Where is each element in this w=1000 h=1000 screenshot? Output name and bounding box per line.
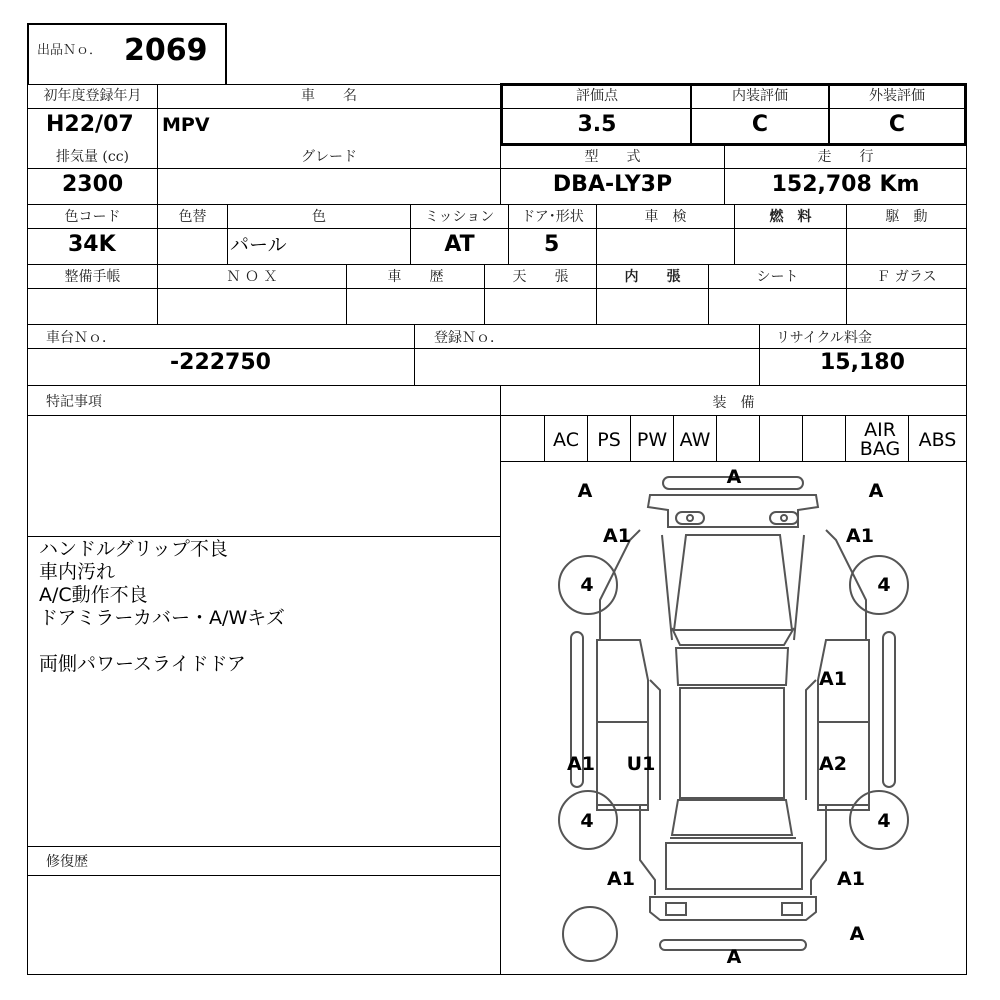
mileage-label: 走 行 <box>817 149 874 165</box>
color-code-value: 34K <box>68 232 116 257</box>
remarks-line: A/C動作不良 <box>39 584 148 606</box>
damage-mark: U1 <box>626 753 656 775</box>
damage-mark: A1 <box>819 668 847 690</box>
recycle-fee-value: 15,180 <box>820 350 905 375</box>
inspection-label: 車 検 <box>644 209 687 225</box>
equipment-ac: AC <box>553 428 579 451</box>
door-shape-label: ドア･形状 <box>521 209 584 225</box>
grade-label: グレード <box>301 149 357 165</box>
roof-lining-label: 天 張 <box>512 269 569 285</box>
fuel-label: 燃 料 <box>769 209 812 225</box>
remarks-label: 特記事項 <box>46 394 102 410</box>
damage-mark: 4 <box>580 574 594 596</box>
repaint-label: 色替 <box>178 209 207 225</box>
remarks-line: 車内汚れ <box>39 561 116 583</box>
damage-mark: A1 <box>846 525 874 547</box>
equipment-ps: PS <box>597 428 621 451</box>
damage-mark: A1 <box>567 753 595 775</box>
damage-mark: A2 <box>819 753 847 775</box>
interior-grade-value: C <box>751 112 769 137</box>
equipment-airbag: AIR BAG <box>859 419 901 460</box>
interior-grade-label: 内装評価 <box>732 88 788 104</box>
color-value: パール <box>230 234 287 256</box>
chassis-number-label: 車台Ｎｏ． <box>46 330 116 346</box>
seat-label: シート <box>756 269 799 285</box>
chassis-number-value: -222750 <box>170 350 271 375</box>
displacement-label: 排気量 (cc) <box>55 149 130 165</box>
remarks-line: ドアミラーカバー・A/Wキズ <box>39 607 285 629</box>
remarks-line: 両側パワースライドドア <box>39 653 246 675</box>
score-label: 評価点 <box>576 88 618 104</box>
damage-mark: A1 <box>837 868 865 890</box>
equipment-aw: AW <box>679 428 711 451</box>
damage-mark: A <box>868 480 884 502</box>
equipment-abs: ABS <box>918 428 957 451</box>
model-value: DBA-LY3P <box>552 172 673 197</box>
displacement-value: 2300 <box>62 172 124 197</box>
repair-history-label: 修復歴 <box>46 854 88 870</box>
damage-mark: 4 <box>877 810 891 832</box>
score-value: 3.5 <box>577 112 617 137</box>
equipment-pw: PW <box>636 428 668 451</box>
damage-mark: 4 <box>580 810 594 832</box>
lot-number: 2069 <box>124 33 208 68</box>
remarks-line: ハンドルグリップ不良 <box>39 538 228 560</box>
damage-mark: A <box>849 923 865 945</box>
car-name-value: MPV <box>162 114 210 136</box>
damage-mark: A1 <box>603 525 631 547</box>
registration-number-label: 登録Ｎｏ． <box>434 330 504 346</box>
mileage-value: 152,708 Km <box>771 172 920 197</box>
damage-mark: A <box>726 466 742 488</box>
lot-number-label: 出品Ｎｏ． <box>37 43 103 58</box>
damage-mark: A <box>577 480 593 502</box>
interior-trim-label: 内 張 <box>624 269 681 285</box>
nox-label: Ｎ Ｏ Ｘ <box>226 269 278 285</box>
car-name-label: 車 名 <box>301 88 357 104</box>
maintenance-record-label: 整備手帳 <box>64 269 121 285</box>
first-registration-value: H22/07 <box>46 112 134 137</box>
model-label: 型 式 <box>584 149 641 165</box>
recycle-fee-label: リサイクル料金 <box>776 330 873 346</box>
drive-label: 駆 動 <box>885 209 928 225</box>
damage-mark: A <box>726 946 742 968</box>
exterior-grade-value: C <box>888 112 906 137</box>
mission-label: ミッション <box>424 209 495 225</box>
first-registration-label: 初年度登録年月 <box>43 88 142 104</box>
color-label: 色 <box>312 209 326 225</box>
mission-value: AT <box>444 232 475 257</box>
equipment-label: 装 備 <box>712 395 755 411</box>
exterior-grade-label: 外装評価 <box>869 88 925 104</box>
front-glass-label: Ｆ ガラス <box>876 269 937 285</box>
damage-mark: A1 <box>607 868 635 890</box>
door-shape-value: 5 <box>544 232 560 257</box>
color-code-label: 色コード <box>64 209 121 225</box>
damage-mark: 4 <box>877 574 891 596</box>
car-history-label: 車 歴 <box>387 269 444 285</box>
